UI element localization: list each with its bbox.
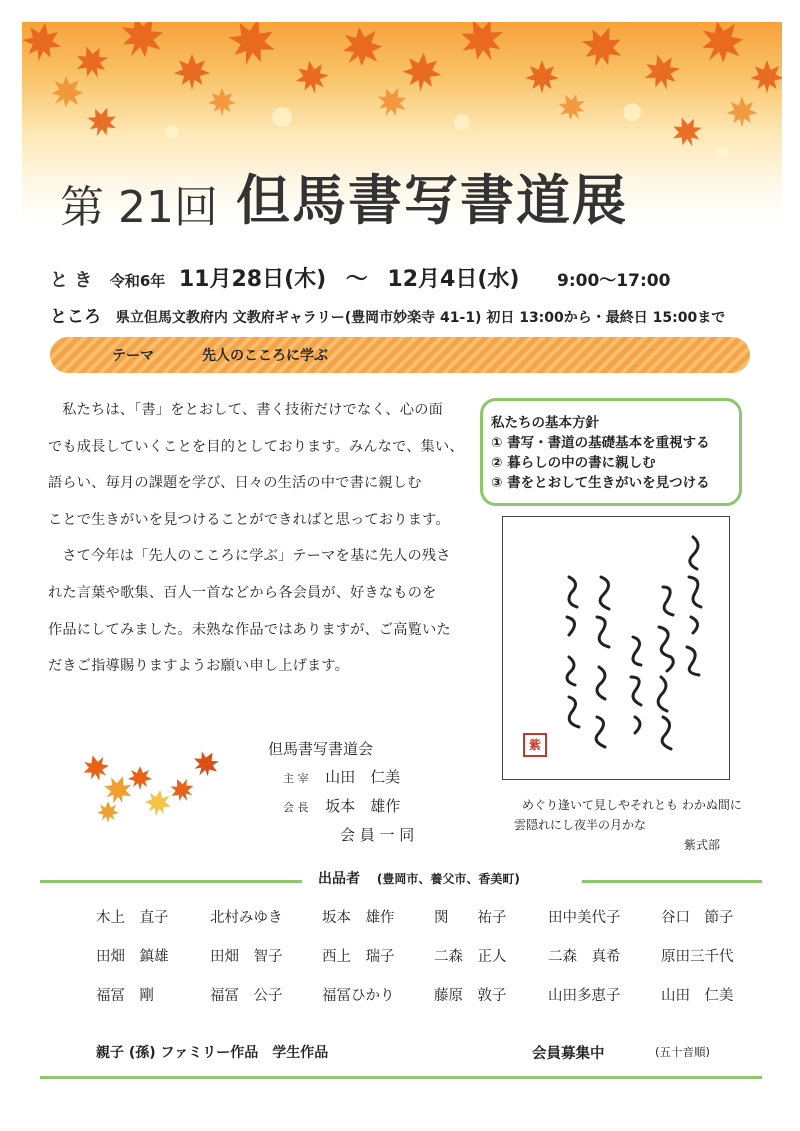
role-person: 坂本 雄作 xyxy=(325,797,401,815)
poem-line-2: 雲隠れにし夜半の月かな xyxy=(514,818,647,832)
exhibitors-area: (豊岡市、養父市、香美町) xyxy=(376,872,520,886)
calligraphy-artwork xyxy=(502,516,730,780)
intro-line: 作品にしてみました。未熟な作品ではありますが、ご高覧いた xyxy=(48,621,451,638)
theme-bar xyxy=(50,337,750,373)
policy-heading: 私たちの基本方針 xyxy=(491,415,599,431)
intro-text xyxy=(48,392,473,685)
end-date: 12月4日(水) xyxy=(387,267,520,292)
organizer-members: 会 員 一 同 xyxy=(340,826,415,844)
maple-leaves-decoration xyxy=(78,748,228,830)
event-date-line xyxy=(50,262,670,293)
seal-stamp-text: 紫 xyxy=(528,738,541,752)
when-label: と き xyxy=(50,270,93,291)
where-label: ところ xyxy=(50,307,101,327)
exhibitor-name: 木上 直子 xyxy=(96,910,169,926)
exhibitor-name: 二森 正人 xyxy=(434,949,507,965)
exhibitor-name: 原田三千代 xyxy=(661,949,734,965)
policy-item: ③ 書をとおして生きがいを見つける xyxy=(491,475,710,491)
poem-line-1: めぐり逢いて見しやそれとも わかぬ間に xyxy=(522,798,742,812)
exhibitor-name: 山田多恵子 xyxy=(548,988,621,1004)
intro-line: ことで生きがいを見つけることができればと思っております。 xyxy=(48,511,450,528)
divider xyxy=(40,1076,762,1079)
exhibitor-name: 谷口 節子 xyxy=(661,910,734,926)
edition-number: 第 21回 xyxy=(60,182,218,233)
theme-label: テーマ xyxy=(112,348,154,364)
intro-line: だきご指導賜りますようお願い申し上げます。 xyxy=(48,658,350,675)
exhibitor-name: 福冨 剛 xyxy=(96,988,154,1004)
exhibitor-name: 坂本 雄作 xyxy=(322,910,395,926)
organizer-name: 但馬書写書道会 xyxy=(268,740,374,758)
exhibitors-title: 出品者 xyxy=(318,871,360,887)
start-date: 11月28日(木) xyxy=(178,267,327,292)
exhibitor-name: 北村みゆき xyxy=(210,910,283,926)
intro-line: でも成長していくことを目的としております。みんなで、集い、 xyxy=(48,438,464,455)
era-year: 令和6年 xyxy=(109,272,166,290)
exhibitor-name: 関 祐子 xyxy=(434,910,507,926)
seal-stamp xyxy=(523,733,547,757)
role-label: 会 長 xyxy=(283,801,309,814)
intro-line: さて今年は「先人のこころに学ぶ」テーマを基に先人の残さ xyxy=(62,548,451,565)
intro-line: 語らい、毎月の課題を学び、日々の生活の中で書に親しむ xyxy=(48,475,422,492)
member-recruit-note: 会員募集中 xyxy=(532,1046,605,1062)
exhibitor-name: 田畑 鎮雄 xyxy=(96,949,169,965)
intro-line: 私たちは、「書」をとおして、書く技術だけでなく、心の面 xyxy=(62,402,443,418)
page-title: 但馬書写書道展 xyxy=(235,169,628,232)
intro-line: れた言葉や歌集、百人一首などから各会員が、好きなものを xyxy=(48,584,437,601)
exhibitor-name: 田中美代子 xyxy=(548,910,621,926)
organizer-role-row xyxy=(283,795,400,816)
event-venue-line xyxy=(50,302,725,327)
theme-text: 先人のこころに学ぶ xyxy=(202,348,328,364)
poem-author: 紫式部 xyxy=(684,838,721,852)
exhibitor-name: 田畑 智子 xyxy=(210,949,283,965)
divider xyxy=(40,880,302,883)
family-works-note: 親子 (孫) ファミリー作品 学生作品 xyxy=(96,1045,329,1061)
exhibitor-name: 山田 仁美 xyxy=(661,988,734,1004)
role-person: 山田 仁美 xyxy=(325,768,401,786)
exhibitor-name: 福冨 公子 xyxy=(210,988,283,1004)
order-note: (五十音順) xyxy=(655,1045,710,1059)
venue-text: 県立但馬文教府内 文教府ギャラリー(豊岡市妙楽寺 41-1) 初日 13:00から・最終日 15:00まで xyxy=(115,310,726,326)
title-block xyxy=(60,165,760,235)
policy-item: ② 暮らしの中の書に親しむ xyxy=(491,455,656,471)
date-separator: 〜 xyxy=(345,267,368,292)
opening-hours: 9:00〜17:00 xyxy=(557,271,671,291)
role-label: 主 宰 xyxy=(283,772,309,785)
policy-box xyxy=(480,398,742,506)
exhibitor-name: 西上 瑞子 xyxy=(322,949,395,965)
exhibitors-heading xyxy=(318,868,520,888)
exhibitor-name: 藤原 敦子 xyxy=(434,988,507,1004)
policy-item: ① 書写・書道の基礎基本を重視する xyxy=(491,435,710,451)
exhibitor-name: 福冨ひかり xyxy=(322,988,395,1004)
exhibitor-name: 二森 真希 xyxy=(548,949,621,965)
divider xyxy=(582,880,762,883)
organizer-role-row xyxy=(283,766,400,787)
